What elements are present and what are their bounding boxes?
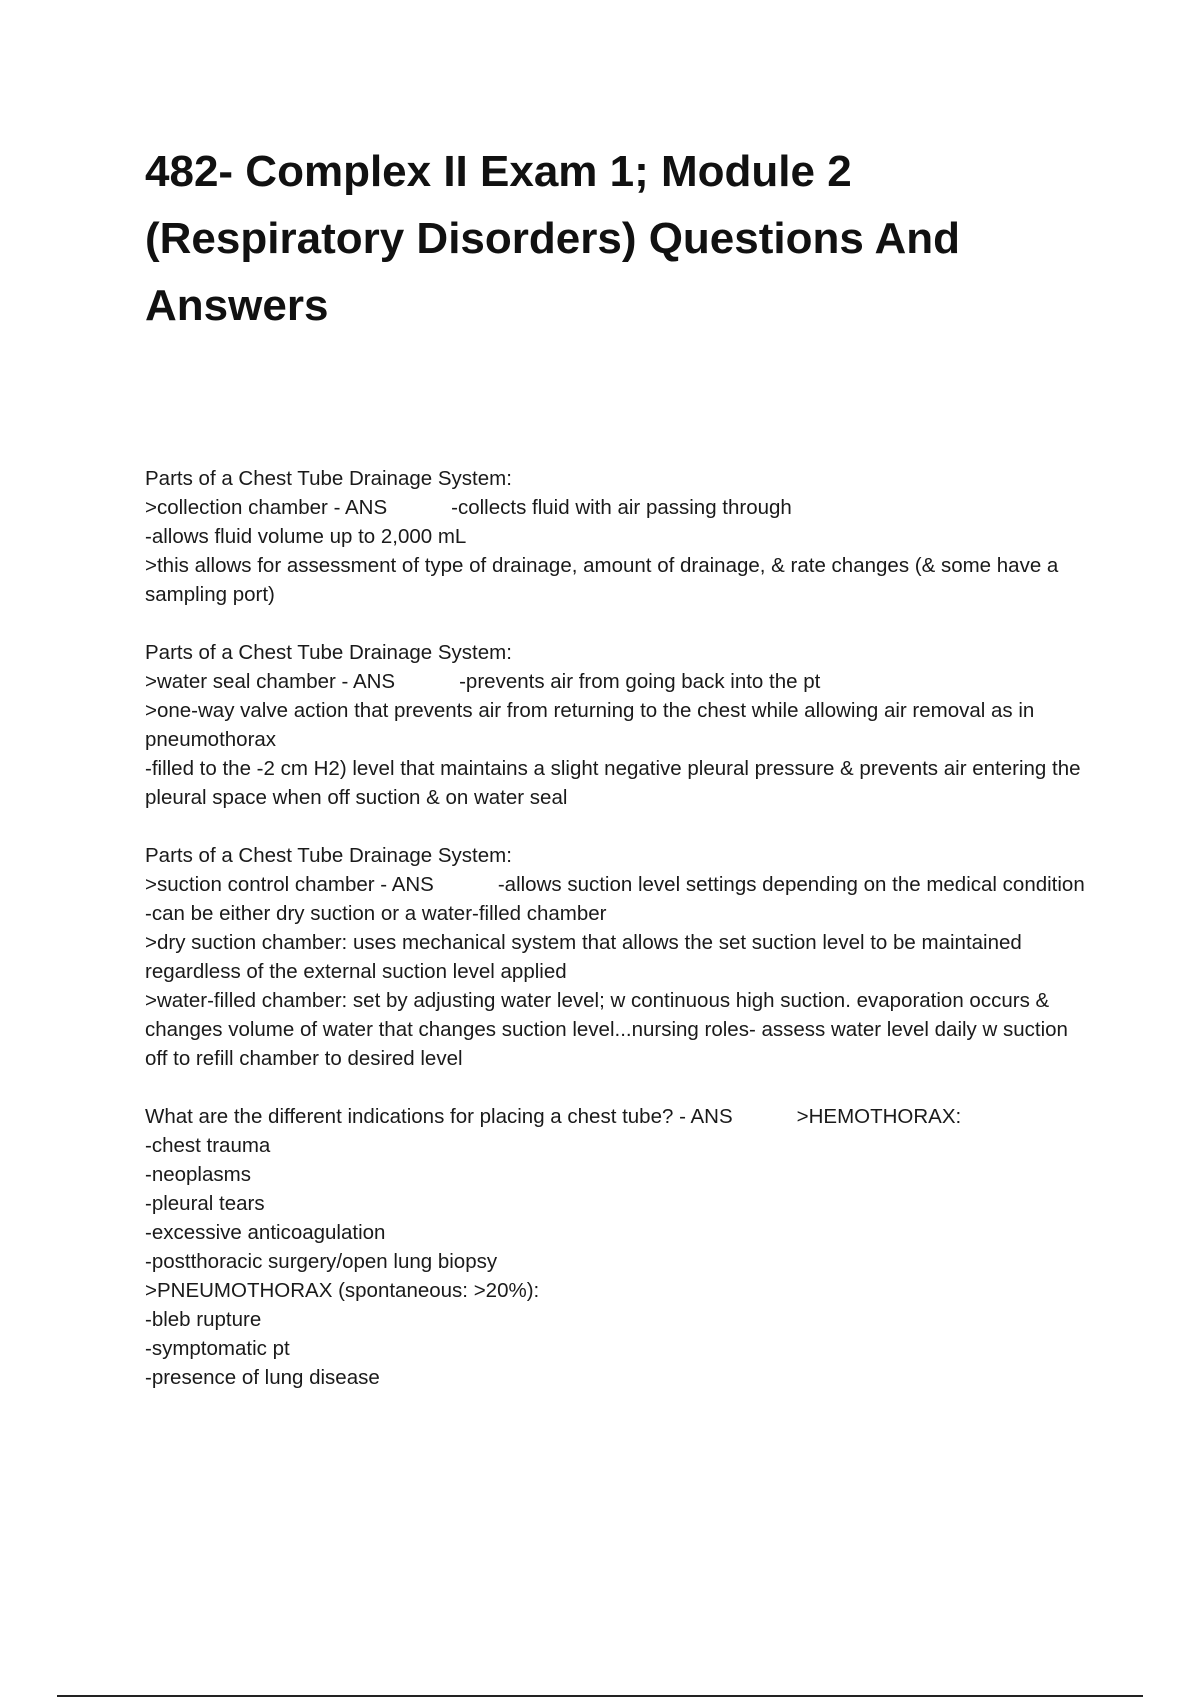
bottom-divider <box>57 1695 1143 1697</box>
answer-line: -allows fluid volume up to 2,000 mL <box>145 525 467 548</box>
answer-line: -excessive anticoagulation <box>145 1221 386 1244</box>
question-line <box>145 870 1095 899</box>
answer-line: >water-filled chamber: set by adjusting water level; w continuous high suction. evaporation occurs & changes volume of water that changes suction level...nursing roles- assess water level daily w suction off to refill chamber to desired level <box>145 989 1074 1070</box>
qa-block <box>145 1102 1095 1392</box>
question-text: >collection chamber - ANS <box>145 496 388 519</box>
answer-line: -postthoracic surgery/open lung biopsy <box>145 1250 498 1273</box>
question-line <box>145 493 1095 522</box>
question-text: What are the different indications for placing a chest tube? - ANS <box>145 1105 733 1128</box>
question-line <box>145 667 1095 696</box>
document-title: 482- Complex II Exam 1; Module 2 (Respiratory Disorders) Questions And Answers <box>145 147 960 330</box>
answer-line: >dry suction chamber: uses mechanical system that allows the set suction level to be maintained regardless of the external suction level applied <box>145 931 1028 983</box>
question-text: >water seal chamber - ANS <box>145 670 396 693</box>
question-line <box>145 1102 1095 1131</box>
question-heading: Parts of a Chest Tube Drainage System: <box>145 641 512 664</box>
answer-line: -presence of lung disease <box>145 1366 380 1389</box>
qa-block <box>145 464 1095 609</box>
answer-text: -collects fluid with air passing through <box>451 496 792 519</box>
answer-line: -symptomatic pt <box>145 1337 290 1360</box>
question-heading: Parts of a Chest Tube Drainage System: <box>145 467 512 490</box>
answer-line: -pleural tears <box>145 1192 265 1215</box>
answer-text: -allows suction level settings depending on the medical condition <box>497 873 1085 896</box>
answer-text: -prevents air from going back into the pt <box>459 670 821 693</box>
qa-block <box>145 841 1095 1073</box>
document-body <box>145 464 1095 1421</box>
question-text: >suction control chamber - ANS <box>145 873 434 896</box>
qa-block <box>145 638 1095 812</box>
answer-line: >this allows for assessment of type of drainage, amount of drainage, & rate changes (& some have a sampling port) <box>145 554 1065 606</box>
answer-text: >HEMOTHORAX: <box>796 1105 962 1128</box>
answer-line: -chest trauma <box>145 1134 271 1157</box>
question-heading: Parts of a Chest Tube Drainage System: <box>145 844 512 867</box>
answer-line: -bleb rupture <box>145 1308 262 1331</box>
answer-line: -filled to the -2 cm H2) level that maintains a slight negative pleural pressure & prevents air entering the pleural space when off suction & on water seal <box>145 757 1087 809</box>
answer-line: -can be either dry suction or a water-filled chamber <box>145 902 607 925</box>
answer-line: >PNEUMOTHORAX (spontaneous: >20%): <box>145 1279 540 1302</box>
answer-line: >one-way valve action that prevents air from returning to the chest while allowing air removal as in pneumothorax <box>145 699 1041 751</box>
answer-line: -neoplasms <box>145 1163 251 1186</box>
